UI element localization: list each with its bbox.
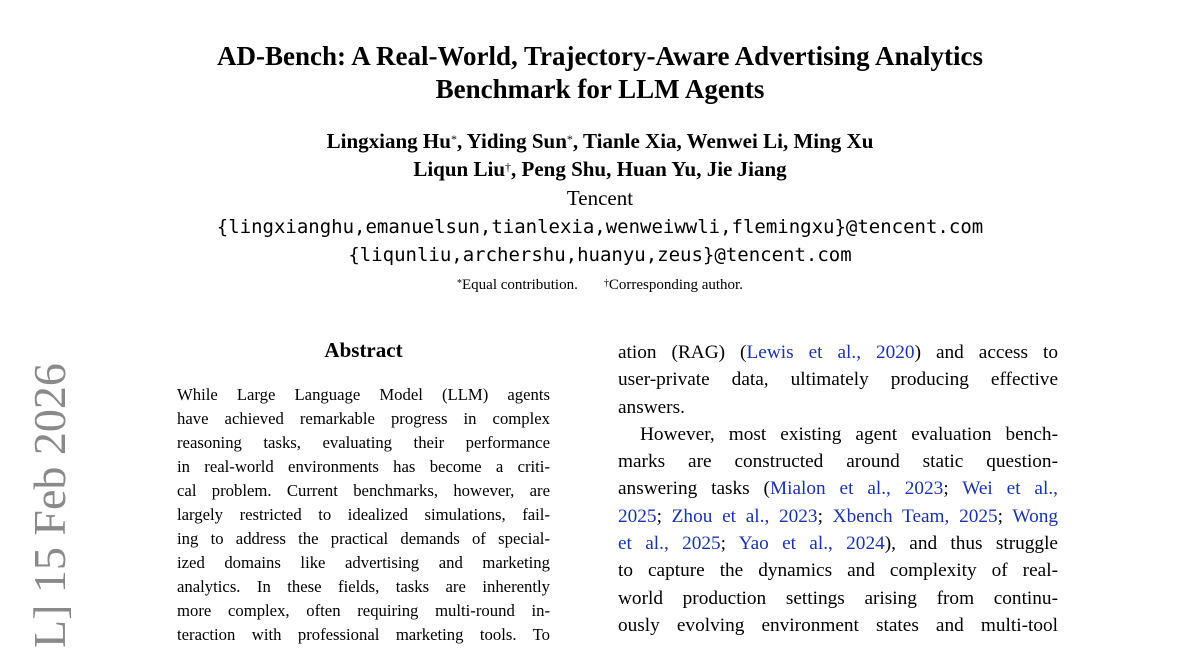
body-line [618, 503, 1058, 530]
author-name: Lingxiang Hu [326, 129, 451, 153]
author-mark: * [566, 132, 573, 146]
body-text: answering tasks ( [618, 478, 770, 500]
affiliation: Tencent [566, 186, 634, 210]
author-separator: , [696, 157, 707, 181]
abstract-line: in real-world environments has become a criti- [177, 457, 550, 476]
author-name: Jie Jiang [706, 157, 787, 181]
author-line-2 [0, 155, 1200, 183]
author-list [0, 127, 1200, 183]
body-text: ; [720, 533, 739, 555]
abstract-body [177, 383, 550, 647]
author-name: Liqun Liu [413, 157, 505, 181]
abstract-heading: Abstract [324, 338, 403, 362]
abstract-line: cal problem. Current benchmarks, however, are [177, 481, 550, 500]
intro-column [618, 339, 1058, 639]
body-text: ) and access to [914, 342, 1058, 363]
citation-link[interactable]: Wei et al., [962, 478, 1058, 500]
paper-title [0, 40, 1200, 106]
author-separator: , [676, 129, 687, 153]
body-text: ; [817, 505, 833, 527]
abstract-line: While Large Language Model (LLM) agents [177, 385, 550, 404]
body-text: world production settings arising from continu- [618, 587, 1058, 609]
body-text: to capture the dynamics and complexity of real- [618, 560, 1058, 582]
author-mark: † [505, 160, 511, 174]
author-mark: * [450, 132, 457, 146]
title-line-2: Benchmark for LLM Agents [435, 74, 765, 104]
citation-link[interactable]: Yao et al., 2024 [738, 533, 885, 555]
author-separator: , [606, 157, 617, 181]
body-line [618, 394, 1058, 421]
citation-link[interactable]: Wong [1012, 505, 1058, 527]
author-separator: , [456, 129, 467, 153]
body-line [618, 475, 1058, 502]
citation-link[interactable]: Zhou et al., 2023 [671, 505, 818, 527]
author-separator: , [511, 157, 522, 181]
author-separator: , [572, 129, 583, 153]
author-name: Ming Xu [793, 129, 874, 153]
abstract-line: largely restricted to idealized simulations, fail- [177, 505, 550, 524]
body-text: However, most existing agent evaluation bench- [640, 423, 1058, 445]
author-name: Yiding Sun [466, 129, 567, 153]
corresponding-author-note: Corresponding author. [608, 277, 743, 293]
abstract-line: have achieved remarkable progress in complex [177, 409, 550, 428]
abstract-line: ized domains like advertising and marketing [177, 553, 550, 572]
body-text: user-private data, ultimately producing effective [618, 369, 1058, 391]
abstract-line: more complex, often requiring multi-round in- [177, 601, 550, 620]
body-text: ; [943, 478, 963, 500]
citation-link[interactable]: et al., 2025 [618, 533, 721, 555]
body-line [618, 585, 1058, 612]
author-name: Tianle Xia [583, 129, 677, 153]
body-line [618, 448, 1058, 475]
abstract-line: reasoning tasks, evaluating their performance [177, 433, 550, 452]
abstract-line: analytics. In these fields, tasks are inherently [177, 577, 550, 596]
author-name: Peng Shu [521, 157, 607, 181]
arxiv-margin-stamp: L] 15 Feb 2026 [24, 363, 75, 648]
body-line [618, 366, 1058, 393]
author-name: Huan Yu [616, 157, 697, 181]
body-line [618, 557, 1058, 584]
body-text: ; [656, 505, 672, 527]
body-text: ; [997, 505, 1013, 527]
citation-link[interactable]: Mialon et al., 2023 [769, 478, 944, 500]
author-line-1 [0, 127, 1200, 155]
citation-link[interactable]: 2025 [618, 505, 657, 527]
abstract-line: ing to address the practical demands of special- [177, 529, 550, 548]
body-line [618, 612, 1058, 639]
corresponding-author-mark: † [603, 278, 609, 289]
body-line [618, 530, 1058, 557]
citation-link[interactable]: Lewis et al., 2020 [746, 342, 915, 363]
citation-link[interactable]: Xbench Team, 2025 [832, 505, 998, 527]
title-line-1: AD-Bench: A Real-World, Trajectory-Aware Advertising Analytics [217, 41, 983, 71]
body-line [618, 339, 1058, 366]
body-text: answers. [618, 396, 685, 418]
email-line-2: {liqunliu,archershu,huanyu,zeus}@tencent.com [348, 244, 852, 266]
author-separator: , [782, 129, 794, 153]
abstract-line: teraction with professional marketing tools. To [177, 625, 550, 644]
email-line-1: {lingxianghu,emanuelsun,tianlexia,wenweiwwli,flemingxu}@tencent.com [216, 216, 984, 238]
equal-contribution-note: Equal contribution. [462, 277, 578, 293]
equal-contribution-mark: * [457, 278, 463, 289]
author-name: Wenwei Li [686, 129, 783, 153]
body-text: ously evolving environment states and multi-tool [618, 614, 1058, 636]
body-text: ation (RAG) ( [618, 342, 747, 363]
body-text: marks are constructed around static question- [618, 451, 1058, 473]
author-notes [0, 275, 1200, 295]
body-line [618, 421, 1058, 448]
body-text: ), and thus struggle [884, 533, 1058, 555]
